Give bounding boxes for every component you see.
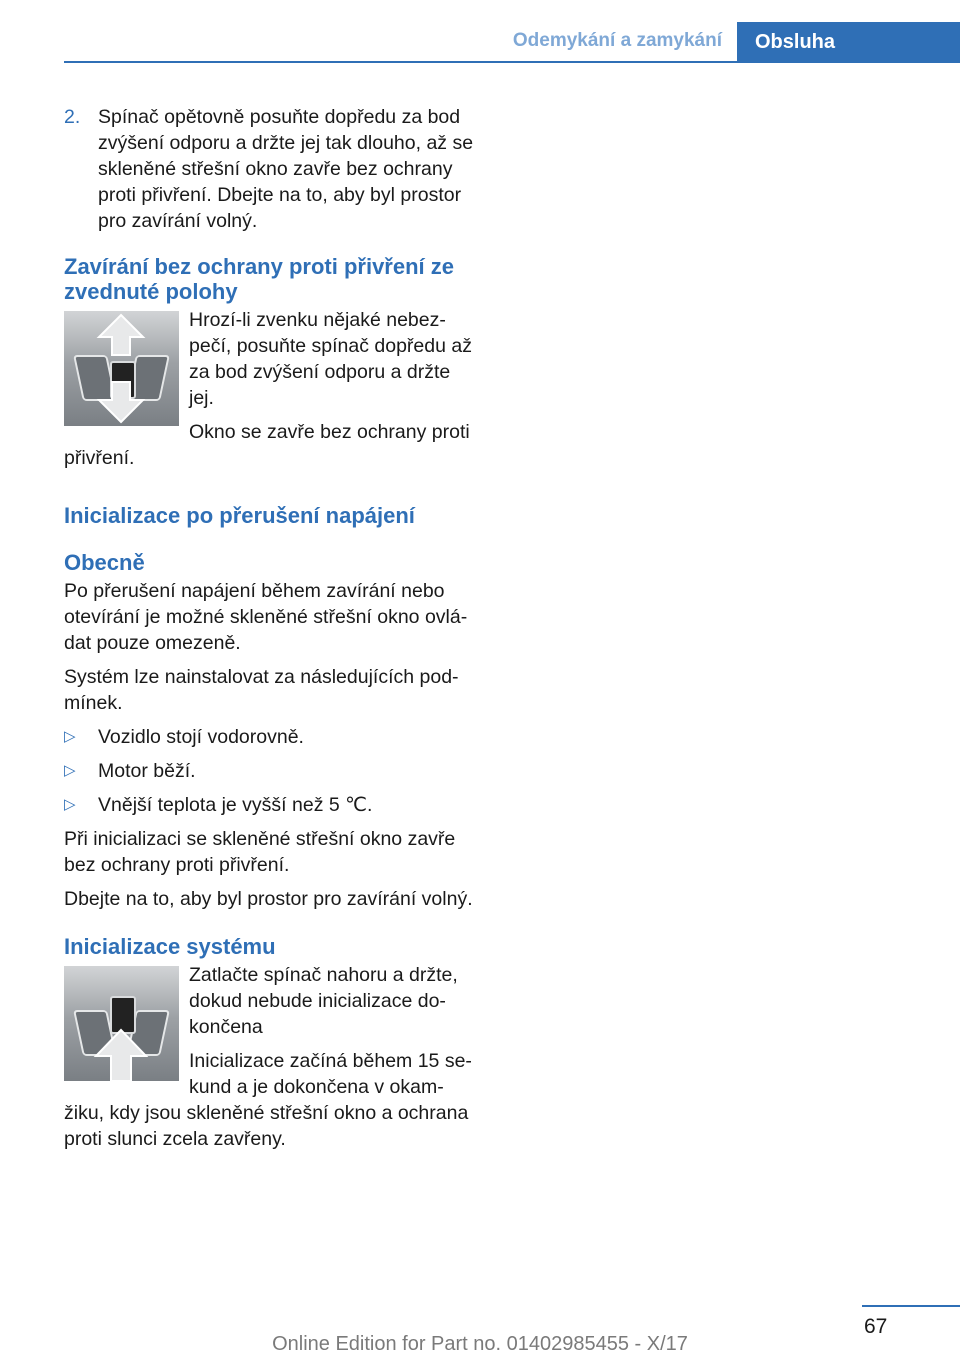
roof-switch-up-image — [64, 966, 179, 1081]
roof-switch-push-image — [64, 311, 179, 426]
closing-result: Okno se zavře bez ochrany proti přivření. — [64, 421, 470, 469]
header-rule — [64, 61, 960, 63]
init-instruction: Zatlačte spínač nahoru a držte, dokud nebude inicializace do- končena — [189, 964, 458, 1038]
header-tab: Obsluha — [737, 22, 960, 61]
footer-edition: Online Edition for Part no. 01402985455 - X/17 — [272, 1333, 688, 1355]
init-result: Inicializace začíná během 15 se- kund a je dokončena v okam- žiku, kdy jsou skleněné střešní okno a ochrana proti slunci zcela zavřeny. — [64, 1050, 472, 1150]
closing-instruction: Hrozí-li zvenku nějaké nebez- pečí, posuňte spínač dopředu až za bod zvýšení odporu a držte jej. — [189, 309, 472, 409]
section-heading-init-after-power: Inicializace po přerušení napájení — [64, 503, 415, 528]
page-number: 67 — [864, 1315, 888, 1338]
step-text: Spínač opětovně posuňte dopředu za bod zvýšení odporu a držte jej tak dlouho, až se skleněné střešní okno zavře bez ochrany proti přivření. Dbejte na to, aby byl prostor pro zavírání volný. — [98, 106, 474, 232]
triangle-bullet-icon: ▷ — [64, 728, 76, 745]
general-para-3: Při inicializaci se skleněné střešní okno zavře bez ochrany proti přivření. — [64, 828, 456, 876]
section-heading-closing: Zavírání bez ochrany proti přivření ze zvednuté polohy — [64, 254, 454, 304]
list-item: ▷ Motor běží. — [64, 760, 196, 782]
double-arrow-icon — [64, 311, 179, 426]
content-column — [64, 104, 480, 1160]
triangle-bullet-icon: ▷ — [64, 762, 76, 779]
section-heading-system-init: Inicializace systému — [64, 934, 276, 959]
general-para-4: Dbejte na to, aby byl prostor pro zavírání volný. — [64, 888, 473, 910]
step-number: 2. — [64, 106, 81, 128]
list-item: ▷ Vnější teplota je vyšší než 5 ℃. — [64, 794, 373, 816]
numbered-step — [64, 104, 480, 234]
header-section-title: Odemykání a zamykání — [512, 30, 722, 51]
general-para-1: Po přerušení napájení během zavírání nebo otevírání je možné skleněné střešní okno ovlá- dat pouze omezeně. — [64, 580, 468, 654]
list-item: ▷ Vozidlo stojí vodorovně. — [64, 726, 304, 748]
section-heading-general: Obecně — [64, 550, 145, 575]
up-arrow-icon — [64, 966, 179, 1081]
triangle-bullet-icon: ▷ — [64, 796, 76, 813]
page-number-rule — [862, 1305, 960, 1307]
general-para-2: Systém lze nainstalovat za následujících pod- mínek. — [64, 666, 459, 714]
